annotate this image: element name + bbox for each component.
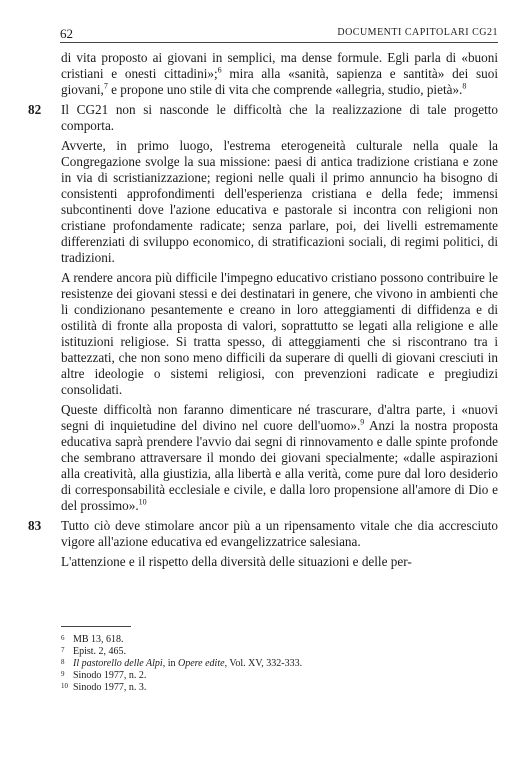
footnote-ref[interactable]: 6 [217, 65, 222, 75]
paragraph-text [61, 402, 498, 514]
footnote-mark: 10 [61, 682, 68, 690]
footnote-text: , in [162, 658, 178, 669]
paragraph [28, 518, 498, 550]
paragraph-text: A rendere ancora più difficile l'impegno educativo cristiano possono contribuire le resistenze dei giovani stessi e dei destinatari in genere, che vivono in ambienti che li condizionano pesantemente e creano in loro atteggiamenti di diffidenza e di ostilità di fronte alla proposta di valori, soprattutto se legati alla religione e alle istituzioni religiose. Si tratta spesso, di atteggiamenti che si riscontrano tra i battezzati, che non sono meno difficili da superare di quelli di giovani cresciuti in altre ideologie o sistemi religiosi, con prevenzioni radicate e pregiudizi consolidati. [61, 270, 498, 397]
footnote-ref[interactable]: 7 [103, 81, 108, 91]
footnote [61, 682, 491, 694]
footnote-mark: 9 [61, 670, 65, 678]
paragraph-text: L'attenzione e il rispetto della diversità delle situazioni e delle per- [61, 554, 412, 569]
footnotes [61, 626, 491, 694]
paragraph [28, 554, 498, 570]
text-run: Queste difficoltà non faranno dimenticare né trascurare, d'altra parte, i «nuovi segni di inquietudine del divino nel cuore dell'uomo». [61, 402, 498, 433]
paragraph-text: Tutto ciò deve stimolare ancor più a un ripensamento vitale che dia accresciuto vigore all'azione educativa ed evangelizzatrice salesiana. [61, 518, 498, 549]
running-head: DOCUMENTI CAPITOLARI CG21 [337, 27, 498, 38]
paragraph-text: Avverte, in primo luogo, l'estrema eterogeneità culturale nella quale la Congregazione svolge la sua missione: paesi di antica tradizione cristiana e zone in via di scristianizzazione; regioni nelle quali il primo annuncio ha bisogno di consistenti approfondimenti dell'esperienza cristiana e della fede; immensi subcontinenti dove l'azione educativa e pastorale si incontra con religioni non cristiane profondamente radicate; senza parlare, poi, dei livelli estremamente differenziati di sviluppo economico, di stratificazioni sociali, di regimi politici, di tradizioni. [61, 138, 498, 265]
footnote-text: Sinodo 1977, n. 2. [73, 670, 147, 681]
paragraph [28, 138, 498, 266]
footnote [61, 634, 491, 646]
footnote-title: Il pastorello delle Alpi [73, 658, 163, 669]
paragraph-number: 82 [28, 102, 42, 117]
paragraph [28, 402, 498, 514]
footnote [61, 646, 491, 658]
footnote-ref[interactable]: 8 [462, 81, 467, 91]
footnote-divider [61, 626, 131, 627]
footnote [61, 658, 491, 670]
paragraph [28, 50, 498, 98]
main-text [28, 50, 498, 574]
text-run: mira alla «sanità, sapienza e santità» dei suoi giovani, [61, 66, 498, 97]
footnote-text: Sinodo 1977, n. 3. [73, 682, 147, 693]
footnote-text: Epist. 2, 465. [73, 646, 127, 657]
footnote-mark: 6 [61, 634, 65, 642]
text-run: Anzi la nostra proposta educativa saprà prendere l'avvio dai segni di rinnovamento e dalle spinte profonde che sembrano attraversare il mondo dei giovani specialmente; «dalle aspirazioni alla creatività, alla giustizia, alla libertà e alla verità, come pure dal loro desiderio di corresponsabilità ecclesiale e civile, e dalla loro propensione all'amore di Dio e del prossimo». [61, 418, 498, 513]
footnote-title: Opere edite [178, 658, 225, 669]
footnote [61, 670, 491, 682]
paragraph-text [61, 50, 498, 98]
page-number: 62 [60, 26, 73, 41]
paragraph [28, 102, 498, 134]
footnote-mark: 7 [61, 646, 65, 654]
paragraph-number: 83 [28, 518, 42, 533]
page-header [60, 26, 498, 43]
text-run: e propone uno stile di vita che comprende «allegria, studio, pietà». [107, 82, 463, 97]
footnote-mark: 8 [61, 658, 65, 666]
text-run: di vita proposto ai giovani in semplici, ma dense formule. Egli parla di «buoni cristiani e onesti cittadini»; [61, 50, 498, 81]
footnote-text: MB 13, 618. [73, 634, 124, 645]
footnote-text: , Vol. XV, 332-333. [224, 658, 303, 669]
paragraph-text: Il CG21 non si nasconde le difficoltà che la realizzazione di tale progetto comporta. [61, 102, 498, 133]
footnote-ref[interactable]: 9 [360, 417, 365, 427]
footnote-ref[interactable]: 10 [138, 497, 147, 507]
paragraph [28, 270, 498, 398]
